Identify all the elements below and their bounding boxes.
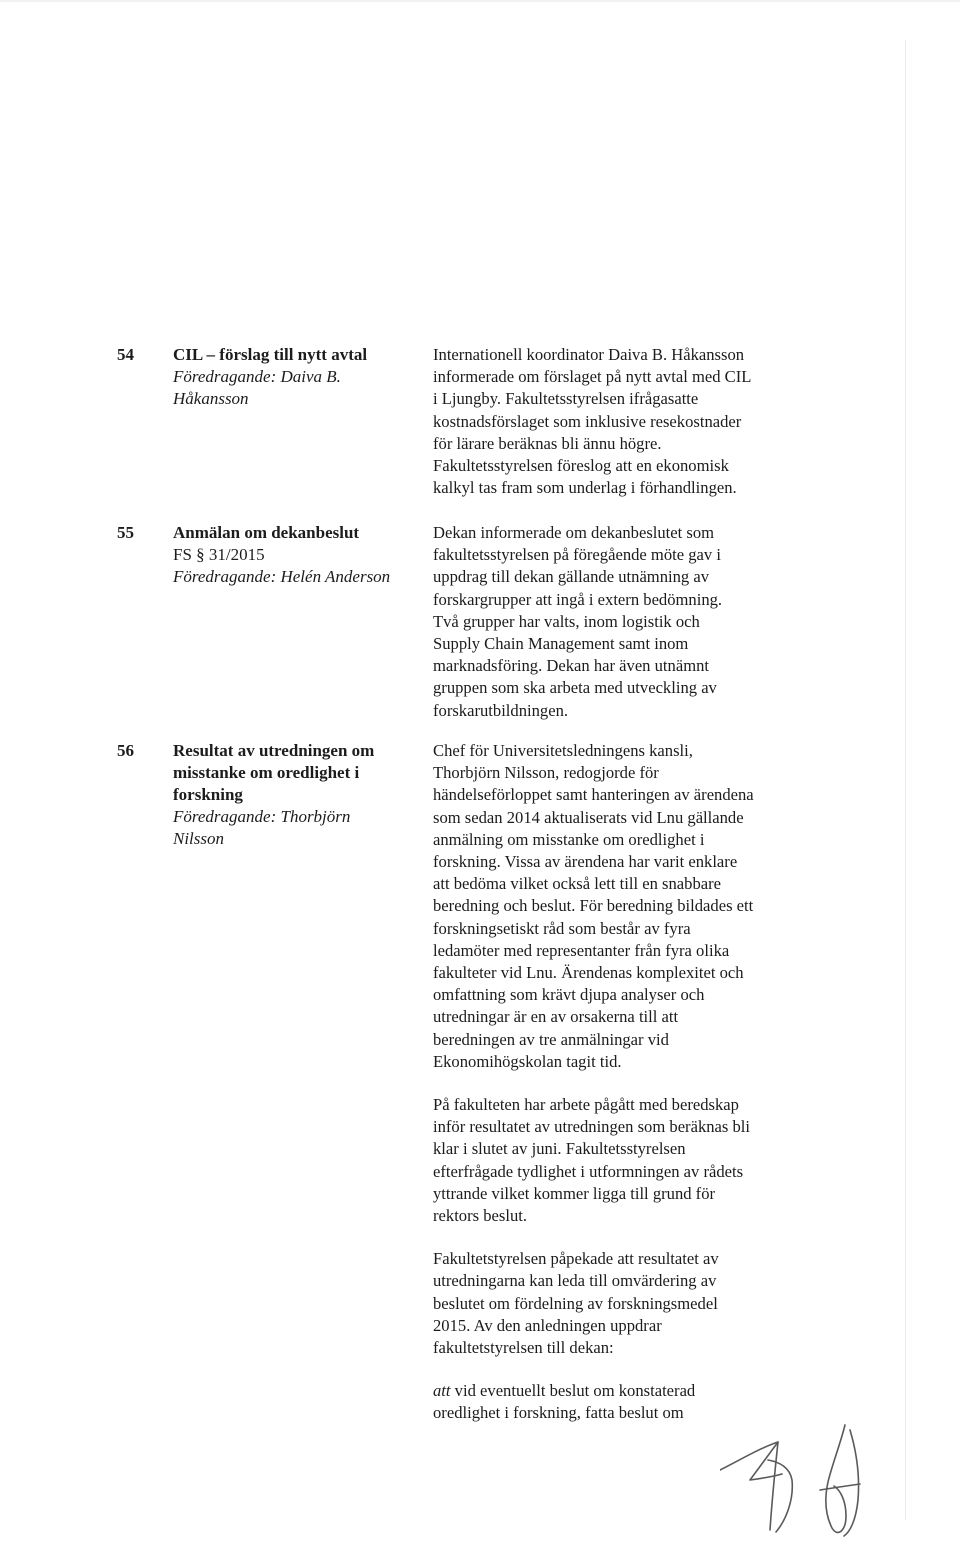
text-line: ledamöter med representanter från fyra olika: [433, 940, 730, 960]
item-number: 54: [117, 345, 134, 364]
text-line: beredningen av tre anmälningar vid: [433, 1029, 669, 1049]
text-line: för lärare beräknas bli ännu högre.: [433, 433, 662, 453]
text-line: rektors beslut.: [433, 1206, 528, 1226]
item-title: Resultat av utredningen om: [173, 741, 375, 760]
text-line: i Ljungby. Fakultetsstyrelsen ifrågasatte: [433, 389, 699, 409]
text-line: forskning. Vissa av ärendena har varit enklare: [433, 852, 738, 872]
body-paragraph: [433, 740, 828, 1073]
text-line: forskargrupper att ingå i extern bedömning.: [433, 589, 723, 609]
decision-paragraph: [433, 1380, 828, 1424]
text-line: Chef för Universitetsledningens kansli,: [433, 741, 693, 760]
item-reference: FS § 31/2015: [173, 545, 265, 564]
item-number: 56: [117, 741, 134, 760]
text-line: beslutet om fördelning av forskningsmedel: [433, 1293, 718, 1313]
text-line: Dekan informerade om dekanbeslutet som: [433, 523, 715, 542]
text-line: På fakulteten har arbete pågått med beredskap: [433, 1095, 739, 1115]
text-line: Internationell koordinator Daiva B. Håkansson: [433, 345, 745, 364]
item-presenter: Håkansson: [173, 389, 249, 408]
body-paragraph: [433, 522, 828, 722]
signature-initials: [720, 1420, 890, 1550]
scan-edge: [0, 0, 960, 2]
item-presenter: Föredragande: Helén Anderson: [173, 567, 391, 586]
text-line: forskarutbildningen.: [433, 700, 569, 720]
text-line: Fakultetsstyrelsen föreslog att en ekonomisk: [433, 456, 729, 476]
text-line: inför resultatet av utredningen som beräknas bli: [433, 1117, 751, 1137]
item-title: Anmälan om dekanbeslut: [173, 523, 360, 542]
text-line: kostnadsförslaget som inklusive resekostnader: [433, 411, 742, 431]
text-line: kalkyl tas fram som underlag i förhandlingen.: [433, 478, 737, 498]
text-line: [433, 1380, 828, 1402]
item-presenter: Nilsson: [173, 829, 225, 848]
item-body: [433, 740, 828, 1425]
item-title: CIL – förslag till nytt avtal: [173, 345, 368, 364]
text-line: som sedan 2014 aktualiserats vid Lnu gällande: [433, 807, 744, 827]
text-line: beredning och beslut. För beredning bildades ett: [433, 896, 754, 916]
text-line: Thorbjörn Nilsson, redogjorde för: [433, 763, 659, 783]
text-line: utredningarna kan leda till omvärdering av: [433, 1271, 717, 1291]
item-heading: [173, 344, 413, 410]
item-presenter: Föredragande: Thorbjörn: [173, 807, 351, 826]
text-line: fakultetstyrelsen till dekan:: [433, 1338, 614, 1358]
item-body: [433, 344, 828, 499]
item-title: misstanke om oredlighet i: [173, 763, 360, 782]
text-line: fakultetsstyrelsen på föregående möte gav i: [433, 545, 721, 565]
text-line: marknadsföring. Dekan har även utnämnt: [433, 656, 710, 676]
text-line: händelseförloppet samt hanteringen av ärendena: [433, 785, 754, 805]
item-body: [433, 522, 828, 722]
text-line: klar i slutet av juni. Fakultetsstyrelsen: [433, 1139, 686, 1159]
text-line: forskningsetiskt råd som består av fyra: [433, 918, 691, 938]
text-line: yttrande vilket kommer ligga till grund för: [433, 1183, 716, 1203]
text-line: fakulteter vid Lnu. Ärendenas komplexitet och: [433, 963, 744, 983]
text-line: Fakultetstyrelsen påpekade att resultatet av: [433, 1249, 719, 1269]
decision-text: vid eventuellt beslut om konstaterad: [450, 1381, 696, 1401]
item-presenter: Föredragande: Daiva B.: [173, 367, 341, 386]
text-line: Ekonomihögskolan tagit tid.: [433, 1051, 622, 1071]
text-line: anmälning om misstanke om oredlighet i: [433, 829, 705, 849]
scan-margin-line: [905, 40, 906, 1520]
item-title: forskning: [173, 785, 243, 804]
item-heading: [173, 522, 413, 588]
text-line: uppdrag till dekan gällande utnämning av: [433, 567, 710, 587]
text-line: Två grupper har valts, inom logistik och: [433, 611, 700, 631]
decision-keyword: att: [433, 1381, 451, 1401]
text-line: informerade om förslaget på nytt avtal med CIL: [433, 367, 752, 387]
text-line: omfattning som krävt djupa analyser och: [433, 985, 705, 1005]
text-line: att bedöma vilket också lett till en snabbare: [433, 874, 721, 894]
item-heading: [173, 740, 413, 850]
item-number: 55: [117, 523, 134, 542]
body-paragraph: [433, 1094, 828, 1227]
body-paragraph: [433, 344, 828, 499]
text-line: gruppen som ska arbeta med utveckling av: [433, 678, 717, 698]
text-line: oredlighet i forskning, fatta beslut om: [433, 1403, 684, 1423]
body-paragraph: [433, 1248, 828, 1359]
text-line: efterfrågade tydlighet i utformningen av rådets: [433, 1161, 744, 1181]
text-line: 2015. Av den anledningen uppdrar: [433, 1315, 662, 1335]
text-line: Supply Chain Management samt inom: [433, 634, 689, 654]
text-line: utredningar är en av orsakerna till att: [433, 1007, 679, 1027]
